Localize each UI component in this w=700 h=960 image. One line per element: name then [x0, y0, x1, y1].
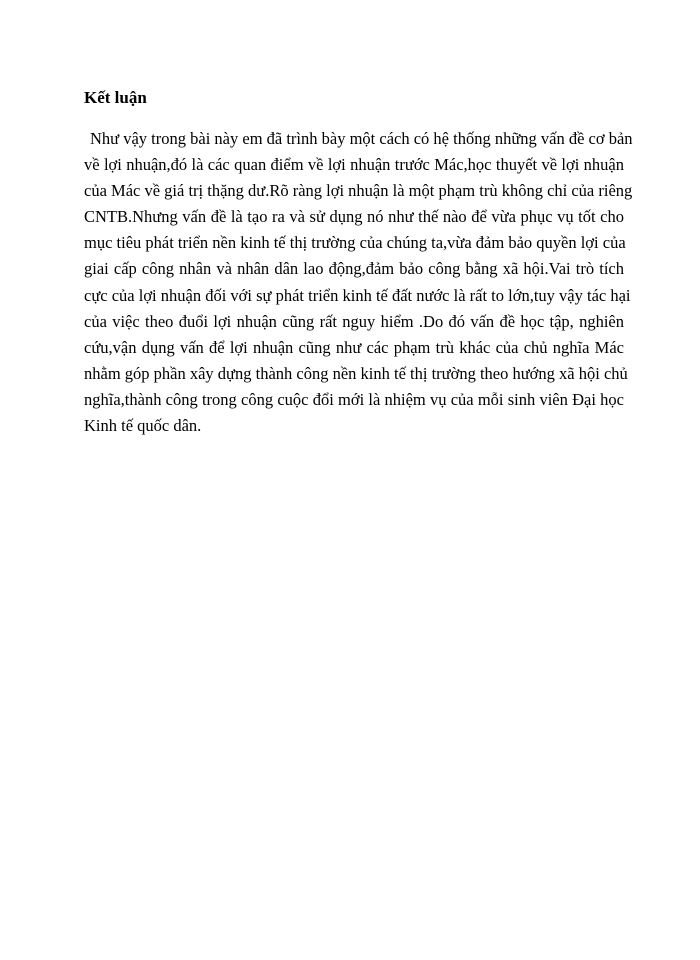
paragraph-line: CNTB.Nhưng vấn đề là tạo ra và sử dụng nó như thế nào để vừa phục vụ tốt cho	[84, 207, 624, 227]
paragraph-line: nghĩa,thành công trong công cuộc đổi mới là nhiệm vụ của mỗi sinh viên Đại học	[84, 389, 624, 409]
paragraph-line: cực của lợi nhuận đối với sự phát triển kinh tế đất nước là rất to lớn,tuy vậy tác hại	[84, 285, 631, 305]
paragraph-line-last: Kinh tế quốc dân.	[84, 416, 202, 436]
paragraph-line: của việc theo đuổi lợi nhuận cũng rất nguy hiểm .Do đó vấn đề học tập, nghiên	[84, 311, 624, 331]
section-heading: Kết luận	[84, 88, 147, 107]
paragraph-line: của Mác về giá trị thặng dư.Rõ ràng lợi nhuận là một phạm trù không chỉ của riêng	[84, 181, 633, 201]
paragraph-line: giai cấp công nhân và nhân dân lao động,đảm bảo công bằng xã hội.Vai trò tích	[84, 259, 624, 279]
conclusion-paragraph	[84, 126, 633, 439]
paragraph-line: về lợi nhuận,đó là các quan điểm về lợi nhuận trước Mác,học thuyết về lợi nhuận	[84, 155, 624, 175]
paragraph-line: Như vậy trong bài này em đã trình bày một cách có hệ thống những vấn đề cơ bản	[90, 129, 633, 148]
paragraph-line: cứu,vận dụng vấn để lợi nhuận cũng như các phạm trù khác của chủ nghĩa Mác	[84, 337, 624, 357]
paragraph-line: mục tiêu phát triển nền kinh tế thị trường của chúng ta,vừa đảm bảo quyền lợi của	[84, 233, 626, 253]
paragraph-line: nhằm góp phần xây dựng thành công nền kinh tế thị trường theo hướng xã hội chủ	[84, 363, 628, 383]
